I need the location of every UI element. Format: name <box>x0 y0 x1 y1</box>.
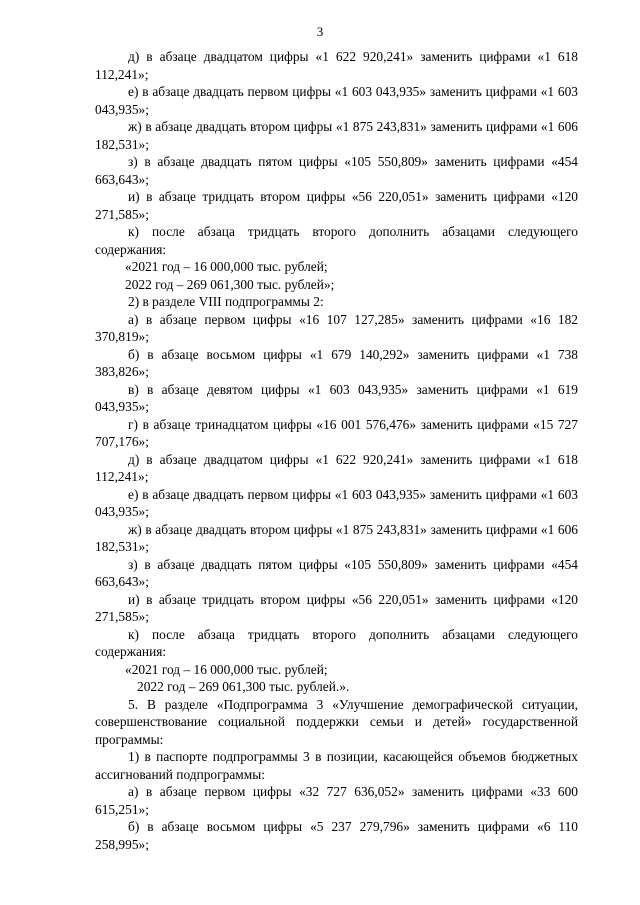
paragraph: а) в абзаце первом цифры «16 107 127,285» заменить цифрами «16 182 370,819»; <box>95 311 578 344</box>
paragraph: д) в абзаце двадцатом цифры «1 622 920,241» заменить цифрами «1 618 112,241»; <box>95 451 578 484</box>
page-number: 3 <box>316 24 324 39</box>
paragraph: 5. В разделе «Подпрограмма 3 «Улучшение демографической ситуации, совершенствование социальной поддержки семьи и детей» государственной программы: <box>95 696 578 747</box>
paragraph: «2021 год – 16 000,000 тыс. рублей; <box>125 259 328 274</box>
paragraph: б) в абзаце восьмом цифры «1 679 140,292» заменить цифрами «1 738 383,826»; <box>95 346 578 379</box>
paragraph: и) в абзаце тридцать втором цифры «56 220,051» заменить цифрами «120 271,585»; <box>95 189 578 222</box>
paragraph: з) в абзаце двадцать пятом цифры «105 550,809» заменить цифрами «454 663,643»; <box>95 556 578 589</box>
paragraph: к) после абзаца тридцать второго дополнить абзацами следующего содержания: <box>95 626 578 659</box>
paragraph: г) в абзаце тринадцатом цифры «16 001 576,476» заменить цифрами «15 727 707,176»; <box>95 416 578 449</box>
paragraph: 1) в паспорте подпрограммы 3 в позиции, касающейся объемов бюджетных ассигнований подпрограммы: <box>95 749 578 782</box>
paragraph: а) в абзаце первом цифры «32 727 636,052» заменить цифрами «33 600 615,251»; <box>95 784 578 817</box>
paragraph: в) в абзаце девятом цифры «1 603 043,935» заменить цифрами «1 619 043,935»; <box>95 381 578 414</box>
document-body <box>95 48 578 853</box>
paragraph: «2021 год – 16 000,000 тыс. рублей; <box>125 661 328 677</box>
paragraph: ж) в абзаце двадцать втором цифры «1 875 243,831» заменить цифрами «1 606 182,531»; <box>95 119 578 152</box>
paragraph: ж) в абзаце двадцать втором цифры «1 875 243,831» заменить цифрами «1 606 182,531»; <box>95 521 578 554</box>
paragraph: б) в абзаце восьмом цифры «5 237 279,796» заменить цифрами «6 110 258,995»; <box>95 819 578 852</box>
paragraph: з) в абзаце двадцать пятом цифры «105 550,809» заменить цифрами «454 663,643»; <box>95 154 578 187</box>
paragraph: е) в абзаце двадцать первом цифры «1 603 043,935» заменить цифрами «1 603 043,935»; <box>95 84 578 117</box>
paragraph: е) в абзаце двадцать первом цифры «1 603 043,935» заменить цифрами «1 603 043,935»; <box>95 486 578 519</box>
paragraph: 2) в разделе VIII подпрограммы 2: <box>128 294 324 309</box>
paragraph: к) после абзаца тридцать второго дополнить абзацами следующего содержания: <box>95 224 578 257</box>
paragraph: д) в абзаце двадцатом цифры «1 622 920,241» заменить цифрами «1 618 112,241»; <box>95 49 578 82</box>
paragraph: 2022 год – 269 061,300 тыс. рублей»; <box>125 276 335 292</box>
paragraph: и) в абзаце тридцать втором цифры «56 220,051» заменить цифрами «120 271,585»; <box>95 591 578 624</box>
paragraph: 2022 год – 269 061,300 тыс. рублей.». <box>137 679 350 694</box>
